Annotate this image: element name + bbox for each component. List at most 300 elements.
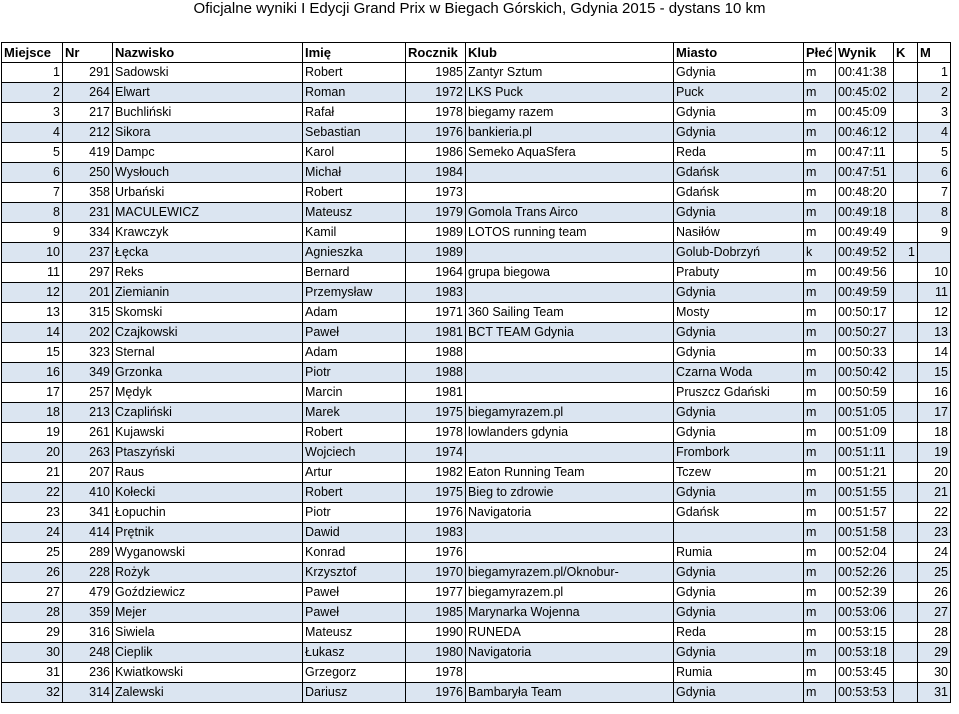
cell-sex: m — [804, 203, 836, 223]
cell-city: Gdynia — [674, 203, 804, 223]
cell-result: 00:49:18 — [836, 203, 894, 223]
cell-sex: m — [804, 603, 836, 623]
cell-m-rank: 21 — [918, 483, 951, 503]
cell-birth-year: 1981 — [406, 323, 466, 343]
col-header-imie: Imię — [303, 43, 406, 63]
cell-city: Gdynia — [674, 583, 804, 603]
cell-city: Gdynia — [674, 343, 804, 363]
cell-sex: m — [804, 103, 836, 123]
col-header-miasto: Miasto — [674, 43, 804, 63]
cell-result: 00:53:45 — [836, 663, 894, 683]
cell-club: bankieria.pl — [466, 123, 674, 143]
cell-surname: Wyganowski — [113, 543, 303, 563]
cell-m-rank: 18 — [918, 423, 951, 443]
cell-k-rank — [894, 343, 918, 363]
cell-result: 00:51:58 — [836, 523, 894, 543]
cell-bib: 316 — [63, 623, 113, 643]
cell-result: 00:47:11 — [836, 143, 894, 163]
cell-club: LKS Puck — [466, 83, 674, 103]
cell-birth-year: 1975 — [406, 483, 466, 503]
cell-bib: 341 — [63, 503, 113, 523]
cell-surname: Cieplik — [113, 643, 303, 663]
cell-first-name: Rafał — [303, 103, 406, 123]
cell-sex: m — [804, 483, 836, 503]
cell-bib: 248 — [63, 643, 113, 663]
cell-k-rank — [894, 503, 918, 523]
cell-k-rank — [894, 223, 918, 243]
cell-first-name: Grzegorz — [303, 663, 406, 683]
table-row — [2, 263, 951, 283]
cell-bib: 250 — [63, 163, 113, 183]
cell-first-name: Wojciech — [303, 443, 406, 463]
cell-m-rank: 29 — [918, 643, 951, 663]
cell-city: Gdynia — [674, 323, 804, 343]
col-header-plec: Płeć — [804, 43, 836, 63]
cell-surname: Reks — [113, 263, 303, 283]
cell-k-rank — [894, 443, 918, 463]
cell-club: Bieg to zdrowie — [466, 483, 674, 503]
cell-place: 17 — [2, 383, 63, 403]
cell-surname: Ptaszyński — [113, 443, 303, 463]
cell-club: Zantyr Sztum — [466, 63, 674, 83]
cell-club: Semeko AquaSfera — [466, 143, 674, 163]
cell-result: 00:53:18 — [836, 643, 894, 663]
cell-first-name: Mateusz — [303, 623, 406, 643]
cell-city: Gdynia — [674, 643, 804, 663]
cell-club — [466, 363, 674, 383]
cell-m-rank: 9 — [918, 223, 951, 243]
cell-place: 10 — [2, 243, 63, 263]
cell-k-rank — [894, 403, 918, 423]
cell-bib: 261 — [63, 423, 113, 443]
cell-place: 6 — [2, 163, 63, 183]
cell-sex: m — [804, 143, 836, 163]
cell-result: 00:50:42 — [836, 363, 894, 383]
col-header-rocznik: Rocznik — [406, 43, 466, 63]
cell-result: 00:49:56 — [836, 263, 894, 283]
cell-place: 28 — [2, 603, 63, 623]
cell-place: 14 — [2, 323, 63, 343]
cell-bib: 349 — [63, 363, 113, 383]
table-row — [2, 383, 951, 403]
cell-first-name: Dariusz — [303, 683, 406, 703]
table-row — [2, 203, 951, 223]
cell-bib: 202 — [63, 323, 113, 343]
cell-result: 00:51:57 — [836, 503, 894, 523]
cell-k-rank — [894, 463, 918, 483]
cell-first-name: Dawid — [303, 523, 406, 543]
cell-city: Mosty — [674, 303, 804, 323]
cell-first-name: Paweł — [303, 323, 406, 343]
table-row — [2, 243, 951, 263]
cell-sex: m — [804, 63, 836, 83]
cell-sex: m — [804, 663, 836, 683]
cell-birth-year: 1982 — [406, 463, 466, 483]
table-row — [2, 103, 951, 123]
cell-birth-year: 1978 — [406, 423, 466, 443]
cell-birth-year: 1974 — [406, 443, 466, 463]
cell-place: 16 — [2, 363, 63, 383]
cell-place: 2 — [2, 83, 63, 103]
table-row — [2, 183, 951, 203]
cell-bib: 314 — [63, 683, 113, 703]
cell-k-rank — [894, 383, 918, 403]
cell-city — [674, 523, 804, 543]
cell-birth-year: 1970 — [406, 563, 466, 583]
cell-result: 00:51:21 — [836, 463, 894, 483]
table-row — [2, 483, 951, 503]
cell-sex: m — [804, 383, 836, 403]
cell-club — [466, 443, 674, 463]
cell-m-rank: 17 — [918, 403, 951, 423]
col-header-nazwisko: Nazwisko — [113, 43, 303, 63]
cell-birth-year: 1972 — [406, 83, 466, 103]
cell-city: Gdynia — [674, 103, 804, 123]
cell-club — [466, 283, 674, 303]
cell-sex: m — [804, 283, 836, 303]
cell-bib: 414 — [63, 523, 113, 543]
cell-result: 00:53:15 — [836, 623, 894, 643]
cell-city: Gdynia — [674, 63, 804, 83]
cell-bib: 289 — [63, 543, 113, 563]
cell-m-rank: 19 — [918, 443, 951, 463]
cell-result: 00:45:09 — [836, 103, 894, 123]
cell-result: 00:49:59 — [836, 283, 894, 303]
cell-surname: Grzonka — [113, 363, 303, 383]
cell-surname: Urbański — [113, 183, 303, 203]
col-header-k: K — [894, 43, 918, 63]
cell-k-rank — [894, 683, 918, 703]
cell-club: biegamyrazem.pl — [466, 583, 674, 603]
cell-k-rank — [894, 63, 918, 83]
cell-club: biegamyrazem.pl/Oknobur- — [466, 563, 674, 583]
cell-sex: m — [804, 463, 836, 483]
cell-place: 11 — [2, 263, 63, 283]
cell-k-rank — [894, 423, 918, 443]
cell-k-rank — [894, 483, 918, 503]
cell-m-rank: 25 — [918, 563, 951, 583]
cell-city: Gdynia — [674, 403, 804, 423]
cell-first-name: Przemysław — [303, 283, 406, 303]
table-row — [2, 623, 951, 643]
cell-surname: Czapliński — [113, 403, 303, 423]
cell-place: 32 — [2, 683, 63, 703]
cell-city: Gdynia — [674, 123, 804, 143]
cell-k-rank — [894, 643, 918, 663]
cell-k-rank — [894, 603, 918, 623]
cell-k-rank — [894, 663, 918, 683]
cell-k-rank — [894, 563, 918, 583]
cell-result: 00:51:55 — [836, 483, 894, 503]
cell-place: 18 — [2, 403, 63, 423]
cell-surname: Rożyk — [113, 563, 303, 583]
cell-surname: Skomski — [113, 303, 303, 323]
cell-club: biegamy razem — [466, 103, 674, 123]
cell-place: 8 — [2, 203, 63, 223]
table-row — [2, 403, 951, 423]
cell-m-rank: 7 — [918, 183, 951, 203]
cell-birth-year: 1978 — [406, 663, 466, 683]
cell-surname: Kwiatkowski — [113, 663, 303, 683]
cell-surname: Prętnik — [113, 523, 303, 543]
cell-city: Gdańsk — [674, 163, 804, 183]
cell-m-rank: 16 — [918, 383, 951, 403]
cell-first-name: Piotr — [303, 363, 406, 383]
cell-first-name: Krzysztof — [303, 563, 406, 583]
cell-club — [466, 163, 674, 183]
cell-bib: 291 — [63, 63, 113, 83]
cell-k-rank — [894, 263, 918, 283]
cell-k-rank — [894, 123, 918, 143]
table-row — [2, 503, 951, 523]
cell-sex: m — [804, 303, 836, 323]
cell-city: Gdynia — [674, 283, 804, 303]
cell-city: Gdynia — [674, 603, 804, 623]
cell-surname: Zalewski — [113, 683, 303, 703]
cell-surname: Łęcka — [113, 243, 303, 263]
cell-m-rank: 28 — [918, 623, 951, 643]
cell-birth-year: 1990 — [406, 623, 466, 643]
cell-result: 00:52:26 — [836, 563, 894, 583]
cell-result: 00:50:59 — [836, 383, 894, 403]
table-row — [2, 363, 951, 383]
cell-surname: Mędyk — [113, 383, 303, 403]
cell-result: 00:52:39 — [836, 583, 894, 603]
cell-first-name: Karol — [303, 143, 406, 163]
cell-club — [466, 383, 674, 403]
table-row — [2, 563, 951, 583]
cell-k-rank — [894, 543, 918, 563]
cell-club: RUNEDA — [466, 623, 674, 643]
cell-bib: 237 — [63, 243, 113, 263]
cell-place: 29 — [2, 623, 63, 643]
cell-sex: m — [804, 163, 836, 183]
cell-result: 00:50:27 — [836, 323, 894, 343]
table-row — [2, 443, 951, 463]
cell-result: 00:41:38 — [836, 63, 894, 83]
cell-first-name: Robert — [303, 183, 406, 203]
cell-k-rank — [894, 283, 918, 303]
cell-m-rank: 14 — [918, 343, 951, 363]
cell-first-name: Adam — [303, 343, 406, 363]
table-row — [2, 663, 951, 683]
cell-surname: Buchliński — [113, 103, 303, 123]
cell-m-rank: 13 — [918, 323, 951, 343]
cell-club — [466, 663, 674, 683]
cell-result: 00:46:12 — [836, 123, 894, 143]
cell-birth-year: 1979 — [406, 203, 466, 223]
cell-place: 24 — [2, 523, 63, 543]
cell-bib: 334 — [63, 223, 113, 243]
cell-city: Gdańsk — [674, 183, 804, 203]
cell-surname: Czajkowski — [113, 323, 303, 343]
cell-result: 00:52:04 — [836, 543, 894, 563]
cell-sex: m — [804, 423, 836, 443]
cell-city: Gdańsk — [674, 503, 804, 523]
cell-sex: m — [804, 443, 836, 463]
cell-surname: Wysłouch — [113, 163, 303, 183]
cell-birth-year: 1976 — [406, 543, 466, 563]
cell-surname: Kujawski — [113, 423, 303, 443]
cell-city: Tczew — [674, 463, 804, 483]
col-header-wynik: Wynik — [836, 43, 894, 63]
cell-city: Rumia — [674, 543, 804, 563]
table-row — [2, 163, 951, 183]
cell-first-name: Łukasz — [303, 643, 406, 663]
cell-m-rank — [918, 243, 951, 263]
cell-birth-year: 1964 — [406, 263, 466, 283]
cell-bib: 323 — [63, 343, 113, 363]
cell-bib: 257 — [63, 383, 113, 403]
cell-m-rank: 1 — [918, 63, 951, 83]
cell-surname: MACULEWICZ — [113, 203, 303, 223]
cell-bib: 228 — [63, 563, 113, 583]
cell-first-name: Marek — [303, 403, 406, 423]
cell-sex: m — [804, 83, 836, 103]
cell-place: 3 — [2, 103, 63, 123]
cell-k-rank — [894, 523, 918, 543]
table-row — [2, 323, 951, 343]
cell-club — [466, 523, 674, 543]
cell-city: Nasiłów — [674, 223, 804, 243]
cell-sex: m — [804, 503, 836, 523]
cell-bib: 217 — [63, 103, 113, 123]
cell-bib: 410 — [63, 483, 113, 503]
cell-bib: 213 — [63, 403, 113, 423]
cell-sex: k — [804, 243, 836, 263]
cell-sex: m — [804, 263, 836, 283]
cell-sex: m — [804, 323, 836, 343]
cell-surname: Goździewicz — [113, 583, 303, 603]
cell-club: Navigatoria — [466, 503, 674, 523]
cell-k-rank — [894, 583, 918, 603]
page-title: Oficjalne wyniki I Edycji Grand Prix w Biegach Górskich, Gdynia 2015 - dystans 10 km — [193, 0, 766, 17]
cell-club: Gomola Trans Airco — [466, 203, 674, 223]
cell-m-rank: 5 — [918, 143, 951, 163]
cell-m-rank: 4 — [918, 123, 951, 143]
table-row — [2, 683, 951, 703]
cell-k-rank — [894, 623, 918, 643]
cell-k-rank: 1 — [894, 243, 918, 263]
cell-result: 00:51:05 — [836, 403, 894, 423]
cell-k-rank — [894, 203, 918, 223]
cell-m-rank: 31 — [918, 683, 951, 703]
cell-place: 20 — [2, 443, 63, 463]
cell-club: LOTOS running team — [466, 223, 674, 243]
cell-m-rank: 15 — [918, 363, 951, 383]
cell-birth-year: 1985 — [406, 603, 466, 623]
cell-first-name: Artur — [303, 463, 406, 483]
cell-first-name: Paweł — [303, 603, 406, 623]
cell-city: Gdynia — [674, 483, 804, 503]
cell-m-rank: 11 — [918, 283, 951, 303]
cell-city: Rumia — [674, 663, 804, 683]
cell-birth-year: 1983 — [406, 523, 466, 543]
cell-first-name: Konrad — [303, 543, 406, 563]
cell-result: 00:49:49 — [836, 223, 894, 243]
cell-place: 27 — [2, 583, 63, 603]
cell-first-name: Robert — [303, 483, 406, 503]
cell-first-name: Mateusz — [303, 203, 406, 223]
cell-birth-year: 1984 — [406, 163, 466, 183]
cell-sex: m — [804, 543, 836, 563]
cell-place: 7 — [2, 183, 63, 203]
cell-sex: m — [804, 223, 836, 243]
table-row — [2, 343, 951, 363]
cell-place: 22 — [2, 483, 63, 503]
cell-surname: Raus — [113, 463, 303, 483]
cell-bib: 358 — [63, 183, 113, 203]
table-row — [2, 643, 951, 663]
cell-city: Gdynia — [674, 683, 804, 703]
cell-place: 21 — [2, 463, 63, 483]
cell-city: Gdynia — [674, 563, 804, 583]
cell-sex: m — [804, 183, 836, 203]
cell-bib: 236 — [63, 663, 113, 683]
cell-place: 19 — [2, 423, 63, 443]
cell-k-rank — [894, 363, 918, 383]
cell-club: Bambaryła Team — [466, 683, 674, 703]
cell-bib: 315 — [63, 303, 113, 323]
table-row — [2, 303, 951, 323]
col-header-m: M — [918, 43, 951, 63]
cell-sex: m — [804, 583, 836, 603]
cell-club: lowlanders gdynia — [466, 423, 674, 443]
cell-surname: Sikora — [113, 123, 303, 143]
cell-result: 00:51:09 — [836, 423, 894, 443]
cell-result: 00:51:11 — [836, 443, 894, 463]
cell-club — [466, 183, 674, 203]
table-row — [2, 63, 951, 83]
cell-club: Eaton Running Team — [466, 463, 674, 483]
cell-surname: Mejer — [113, 603, 303, 623]
cell-bib: 212 — [63, 123, 113, 143]
cell-m-rank: 8 — [918, 203, 951, 223]
cell-k-rank — [894, 303, 918, 323]
table-row — [2, 283, 951, 303]
cell-m-rank: 20 — [918, 463, 951, 483]
cell-sex: m — [804, 363, 836, 383]
cell-city: Gdynia — [674, 423, 804, 443]
cell-birth-year: 1971 — [406, 303, 466, 323]
cell-place: 25 — [2, 543, 63, 563]
cell-m-rank: 6 — [918, 163, 951, 183]
cell-place: 12 — [2, 283, 63, 303]
cell-surname: Siwiela — [113, 623, 303, 643]
cell-birth-year: 1976 — [406, 123, 466, 143]
cell-place: 15 — [2, 343, 63, 363]
cell-sex: m — [804, 683, 836, 703]
cell-bib: 479 — [63, 583, 113, 603]
cell-city: Golub-Dobrzyń — [674, 243, 804, 263]
cell-birth-year: 1986 — [406, 143, 466, 163]
cell-first-name: Robert — [303, 63, 406, 83]
cell-club: BCT TEAM Gdynia — [466, 323, 674, 343]
cell-birth-year: 1976 — [406, 683, 466, 703]
cell-sex: m — [804, 123, 836, 143]
cell-club: biegamyrazem.pl — [466, 403, 674, 423]
cell-bib: 359 — [63, 603, 113, 623]
cell-bib: 201 — [63, 283, 113, 303]
cell-m-rank: 30 — [918, 663, 951, 683]
cell-m-rank: 27 — [918, 603, 951, 623]
cell-result: 00:53:06 — [836, 603, 894, 623]
cell-surname: Elwart — [113, 83, 303, 103]
cell-club: Navigatoria — [466, 643, 674, 663]
cell-city: Reda — [674, 143, 804, 163]
cell-first-name: Piotr — [303, 503, 406, 523]
cell-surname: Dampc — [113, 143, 303, 163]
